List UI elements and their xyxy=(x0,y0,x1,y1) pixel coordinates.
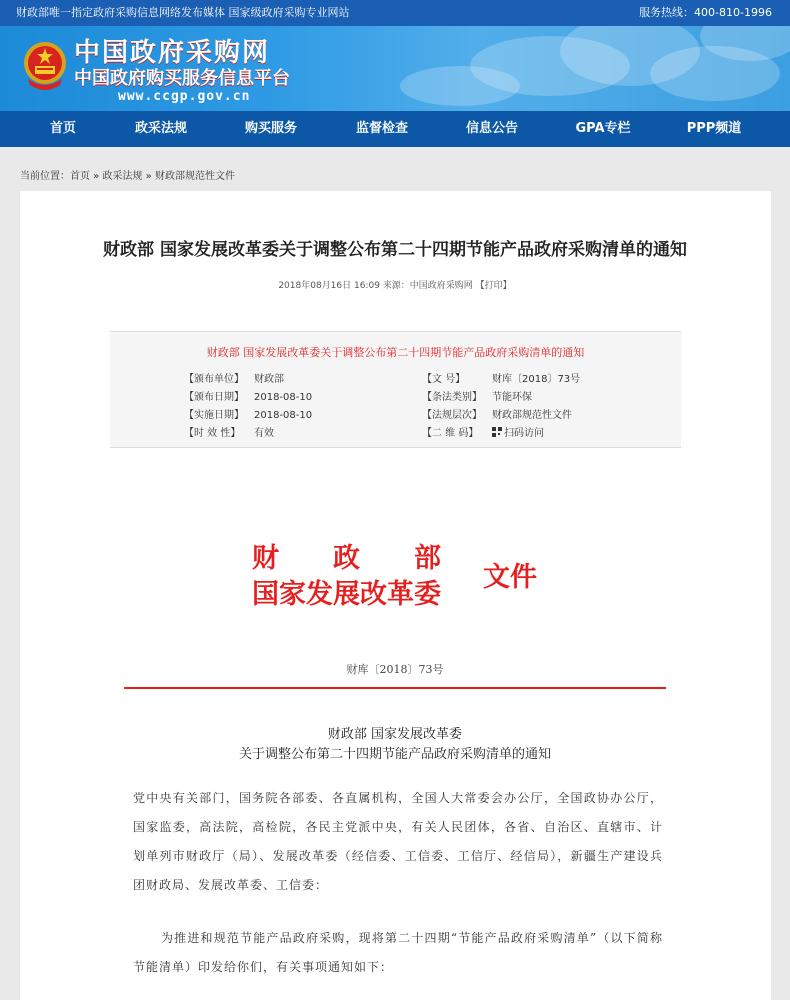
nav-purchase-services[interactable]: 购买服务 xyxy=(244,121,297,136)
info-issuer: 【颁布单位】 财政部 xyxy=(184,374,284,385)
page-title: 财政部 国家发展改革委关于调整公布第二十四期节能产品政府采购清单的通知 xyxy=(103,240,687,260)
document-number: 财库〔2018〕73号 xyxy=(346,663,444,676)
article-meta: 2018年08月16日 16:09 来源：中国政府采购网 【打印】 xyxy=(278,281,512,291)
nav-announcements[interactable]: 信息公告 xyxy=(465,121,518,136)
top-bar xyxy=(0,0,790,26)
breadcrumb-current[interactable]: 财政部规范性文件 xyxy=(154,171,235,182)
breadcrumb-separator: » xyxy=(90,171,103,182)
recipients-paragraph: 党中央有关部门，国务院各部委、各直属机构，全国人大常委会办公厅，全国政协办公厅，国家监委，高法院，高检院，各民主党派中央，有关人民团体，各省、自治区、直辖市、计划单列市财政厅（局）、发展改革委（经信委、工信委、工信厅、经信局），新疆生产建设兵团财政局、发展改革委、工信委： xyxy=(133,791,663,892)
document-info-box xyxy=(110,331,681,448)
red-divider xyxy=(124,687,666,689)
issuer-ministry-of-finance: 财 政 部 xyxy=(252,543,441,574)
nav-gpa[interactable]: GPA专栏 xyxy=(575,121,631,136)
nav-home[interactable]: 首页 xyxy=(49,121,76,136)
top-bar-slogan: 财政部唯一指定政府采购信息网络发布媒体 国家级政府采购专业网站 xyxy=(16,6,350,19)
qr-code-icon xyxy=(492,427,502,437)
notice-issuers: 财政部 国家发展改革委 xyxy=(327,727,463,742)
breadcrumb-separator: » xyxy=(142,171,155,182)
breadcrumb-prefix: 当前位置： xyxy=(20,171,70,182)
notice-title: 关于调整公布第二十四期节能产品政府采购清单的通知 xyxy=(238,747,551,762)
issuer-ndrc: 国家发展改革委 xyxy=(252,579,441,610)
info-issue-date: 【颁布日期】 2018-08-10 xyxy=(184,392,313,403)
info-effective-date: 【实施日期】 2018-08-10 xyxy=(184,410,313,421)
nav-supervision[interactable]: 监督检查 xyxy=(355,121,408,136)
info-category: 【条法类别】 节能环保 xyxy=(422,392,532,403)
info-qrcode[interactable]: 【二 维 码】 扫码访问 xyxy=(422,428,544,439)
document-word: 文件 xyxy=(483,562,537,593)
national-emblem-icon xyxy=(22,39,68,93)
nav-ppp[interactable]: PPP频道 xyxy=(686,121,742,136)
body-paragraph: 为推进和规范节能产品政府采购，现将第二十四期“节能产品政府采购清单”（以下简称节能清单）印发给你们，有关事项通知如下： xyxy=(133,931,663,974)
breadcrumb-regulations[interactable]: 政采法规 xyxy=(102,171,143,182)
breadcrumb-home[interactable]: 首页 xyxy=(70,171,90,182)
nav-regulations[interactable]: 政采法规 xyxy=(134,121,187,136)
site-subtitle: 中国政府购买服务信息平台 xyxy=(74,68,290,89)
info-doc-number: 【文 号】 财库〔2018〕73号 xyxy=(422,374,581,385)
breadcrumb xyxy=(20,167,235,182)
info-box-title: 财政部 国家发展改革委关于调整公布第二十四期节能产品政府采购清单的通知 xyxy=(206,346,585,359)
info-level: 【法规层次】 财政部规范性文件 xyxy=(422,410,572,421)
site-header xyxy=(0,26,790,111)
site-url: www.ccgp.gov.cn xyxy=(118,89,251,104)
service-hotline: 服务热线：400-810-1996 xyxy=(639,6,772,19)
main-nav xyxy=(0,111,790,147)
site-name: 中国政府采购网 xyxy=(74,38,271,68)
info-validity: 【时 效 性】 有效 xyxy=(184,428,274,439)
